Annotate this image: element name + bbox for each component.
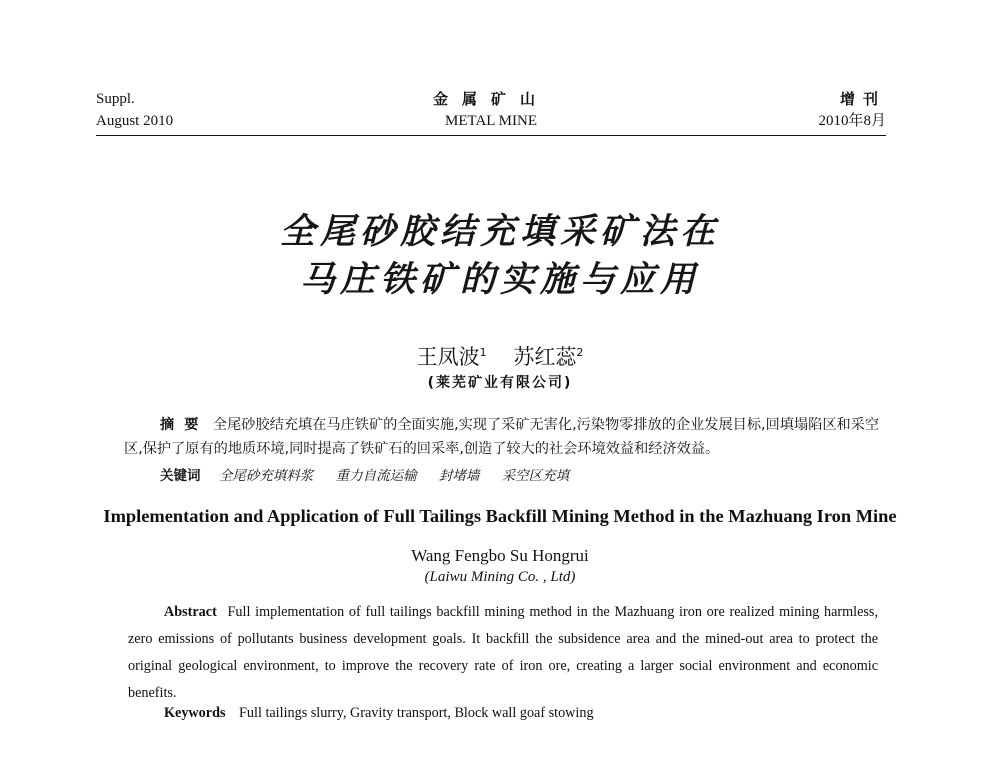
paper-title-en: Implementation and Application of Full Tailings Backfill Mining Method in the Mazhuang Iron Mine bbox=[103, 506, 897, 526]
affiliation-cn: (莱芜矿业有限公司) bbox=[427, 375, 573, 391]
running-header bbox=[96, 88, 886, 136]
keyword-cn: 封堵墙 bbox=[438, 468, 480, 484]
keywords-en-label: Keywords bbox=[164, 705, 226, 721]
header-date-cn: 2010年8月 bbox=[818, 113, 886, 129]
authors-en: Wang Fengbo Su Hongrui bbox=[411, 546, 589, 565]
keywords-cn bbox=[160, 465, 880, 487]
header-right bbox=[818, 88, 886, 132]
journal-name-cn: 金属矿山 bbox=[432, 90, 549, 108]
abstract-cn-text: 全尾砂胶结充填在马庄铁矿的全面实施,实现了采矿无害化,污染物零排放的企业发展目标,回填塌陷区和采空区,保护了原有的地质环境,同时提高了铁矿石的回采率,创造了较大的社会环境效益和经济效益。 bbox=[124, 417, 880, 457]
author-2-affil-mark: 2 bbox=[576, 346, 584, 359]
header-date-en: August 2010 bbox=[96, 113, 174, 129]
paper-title-cn bbox=[0, 208, 1000, 304]
abstract-cn bbox=[124, 413, 880, 461]
journal-name-en: METAL MINE bbox=[445, 113, 537, 129]
keyword-cn: 重力自流运输 bbox=[335, 468, 417, 484]
author-1-affil-mark: 1 bbox=[479, 346, 487, 359]
keywords-en-text: Full tailings slurry, Gravity transport, Block wall goaf stowing bbox=[239, 705, 594, 721]
title-cn-line2: 马庄铁矿的实施与应用 bbox=[299, 259, 700, 300]
authors-cn bbox=[0, 340, 1000, 370]
title-cn-line1: 全尾砂胶结充填采矿法在 bbox=[279, 211, 720, 252]
header-suppl: Suppl. bbox=[96, 91, 135, 107]
keyword-cn: 采空区充填 bbox=[501, 468, 570, 484]
author-1: 王凤波 bbox=[416, 345, 480, 369]
abstract-en bbox=[128, 599, 878, 707]
keyword-cn: 全尾砂充填料浆 bbox=[218, 468, 314, 484]
abstract-cn-label: 摘要 bbox=[160, 417, 209, 433]
header-center bbox=[96, 88, 886, 132]
header-suppl-cn: 增刊 bbox=[839, 90, 886, 108]
keywords-cn-label: 关键词 bbox=[160, 468, 201, 484]
header-divider bbox=[96, 135, 886, 136]
keywords-en bbox=[164, 705, 884, 722]
affiliation-en: (Laiwu Mining Co. , Ltd) bbox=[424, 569, 576, 585]
abstract-en-text: Full implementation of full tailings backfill mining method in the Mazhuang iron ore realized mining harmless, zero emissions of pollutants business development goals. It backfill the subsidence area and the mined-out area to protect the original geological environment, to improve the recovery rate of iron ore, creating a larger social environment and economic benefits. bbox=[128, 604, 878, 701]
abstract-en-label: Abstract bbox=[164, 604, 217, 620]
author-2: 苏红蕊 bbox=[513, 345, 577, 369]
